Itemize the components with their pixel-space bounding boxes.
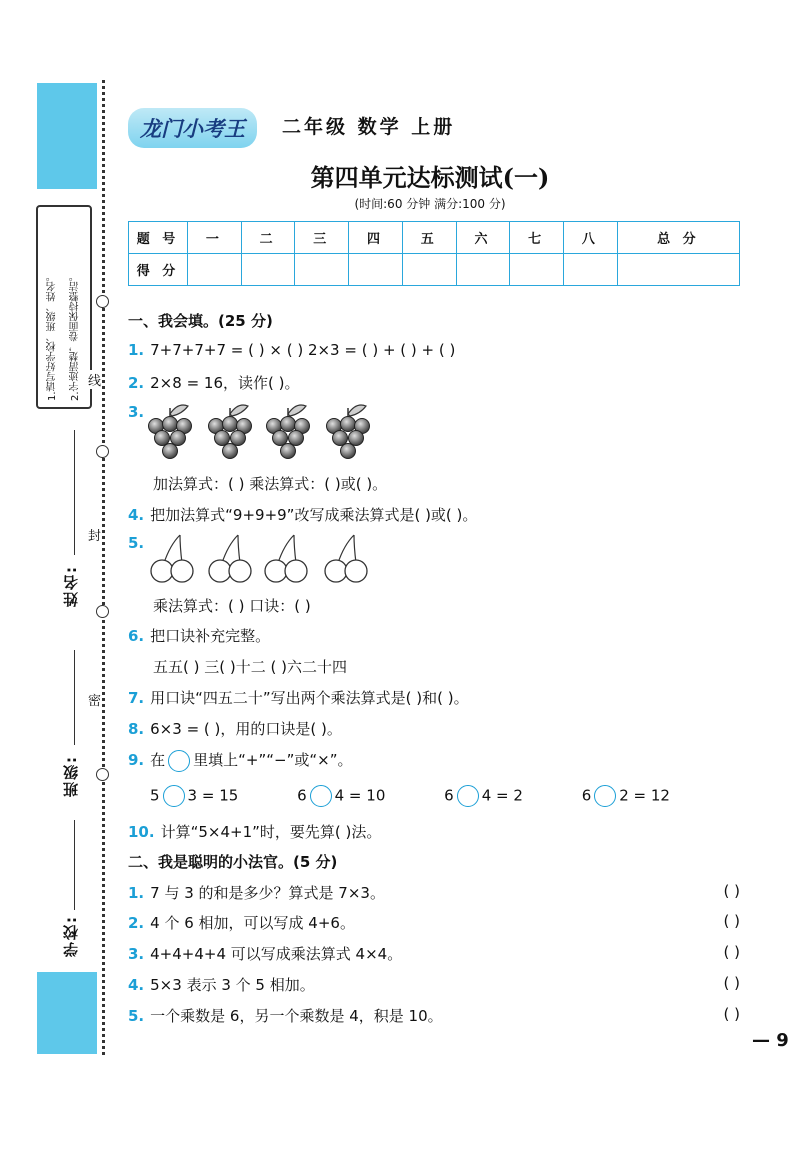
q-number: 10.	[128, 823, 155, 841]
score-cell[interactable]	[564, 254, 618, 286]
q-number: 4.	[128, 976, 145, 994]
school-label: 学校:	[62, 915, 80, 957]
score-col: 三	[295, 222, 349, 254]
page-title: 第四单元达标测试(一)	[310, 163, 550, 192]
operator-circle[interactable]	[594, 785, 616, 807]
operator-circle[interactable]	[457, 785, 479, 807]
judge-answer-paren[interactable]: ( )	[723, 882, 740, 900]
question-1	[128, 341, 455, 359]
q-number: 2.	[128, 374, 145, 392]
q9-item	[582, 785, 670, 807]
class-label: 班级:	[62, 755, 80, 797]
q-number: 9.	[128, 751, 145, 769]
margin-band-bottom	[37, 972, 97, 1054]
q9-item-right: 2 = 12	[619, 786, 670, 805]
score-col: 六	[456, 222, 510, 254]
q-number: 3.	[128, 945, 145, 963]
score-value-row	[129, 254, 740, 286]
score-value-label: 得 分	[129, 254, 188, 286]
grape-bunch	[209, 405, 252, 459]
score-col: 二	[241, 222, 295, 254]
section1-heading: 一、我会填。(25 分)	[128, 312, 273, 330]
operator-circle[interactable]	[163, 785, 185, 807]
q9-item	[444, 785, 523, 807]
score-table	[128, 221, 740, 286]
judge-item	[128, 912, 740, 933]
question-3-answer: 加法算式：( ) 乘法算式：( )或( )。	[153, 475, 388, 493]
grape-bunch	[267, 405, 310, 459]
q-number: 7.	[128, 689, 145, 707]
judge-item	[128, 943, 740, 964]
score-cell[interactable]	[188, 254, 242, 286]
cherry-pair	[265, 535, 307, 582]
q-number: 1.	[128, 341, 145, 359]
q-number: 4.	[128, 506, 145, 524]
q1-text: 7+7+7+7 = ( ) × ( ) 2×3 = ( ) + ( ) + ( )	[150, 341, 456, 359]
score-col: 四	[349, 222, 403, 254]
section2-heading: 二、我是聪明的小法官。(5 分)	[128, 853, 338, 871]
q9-item	[297, 785, 385, 807]
mi-label: 密	[88, 690, 101, 709]
score-header-row	[129, 222, 740, 254]
binding-hole	[96, 605, 109, 618]
binding-dotted-line	[102, 80, 105, 1055]
class-underline	[74, 650, 75, 745]
q9-item-left: 5	[150, 786, 160, 805]
grape-bunch	[327, 405, 370, 459]
judge-text: 一个乘数是 6，另一个乘数是 4，积是 10。	[150, 1007, 443, 1025]
blank-circle	[168, 750, 190, 772]
score-cell[interactable]	[510, 254, 564, 286]
score-cell[interactable]	[402, 254, 456, 286]
q4-text: 把加法算式“9+9+9”改写成乘法算式是( )或( )。	[150, 506, 478, 524]
cherry-pair	[151, 535, 193, 582]
name-underline	[74, 430, 75, 555]
notice-line-1: 1.请写好学校、班级、姓名。	[46, 271, 58, 401]
score-cell[interactable]	[241, 254, 295, 286]
q9-item	[150, 785, 238, 807]
question-10	[128, 821, 381, 842]
question-2	[128, 372, 299, 393]
q9-item-left: 6	[297, 786, 307, 805]
question-7	[128, 687, 469, 708]
q-number: 8.	[128, 720, 145, 738]
binding-notice	[36, 205, 92, 409]
q9-item-right: 4 = 10	[334, 786, 386, 805]
feng-label: 封	[88, 525, 101, 544]
q-number: 2.	[128, 914, 145, 932]
q-number: 5.	[128, 534, 145, 552]
series-title: 二年级 数学 上册	[282, 116, 456, 138]
exam-time: (时间:60 分钟 满分:100 分)	[354, 197, 506, 211]
binding-hole	[96, 768, 109, 781]
operator-circle[interactable]	[310, 785, 332, 807]
score-col: 五	[402, 222, 456, 254]
series-logo: 龙门小考王	[128, 108, 257, 148]
q9-text-a: 在	[150, 751, 166, 769]
question-8	[128, 718, 342, 739]
judge-answer-paren[interactable]: ( )	[723, 974, 740, 992]
score-header-label: 题 号	[129, 222, 188, 254]
judge-item	[128, 974, 740, 995]
grape-bunch	[149, 405, 192, 459]
q9-text-b: 里填上“+”“−”或“×”。	[193, 751, 353, 769]
name-label: 姓名:	[62, 565, 80, 607]
q-number: 6.	[128, 627, 145, 645]
question-5-answer: 乘法算式：( ) 口诀：( )	[153, 597, 311, 615]
notice-line-2: 2.字迹清楚，卷面保持整洁。	[69, 271, 81, 401]
judge-text: 4 个 6 相加，可以写成 4+6。	[150, 914, 355, 932]
question-6-answer: 五五( ) 三( )十二 ( )六二十四	[153, 658, 347, 676]
cherry-pair	[325, 535, 367, 582]
judge-item	[128, 882, 740, 903]
question-4	[128, 504, 477, 525]
judge-text: 4+4+4+4 可以写成乘法算式 4×4。	[150, 945, 403, 963]
page-number: — 9	[752, 1030, 789, 1051]
judge-text: 7 与 3 的和是多少？算式是 7×3。	[150, 884, 385, 902]
q2-text: 2×8 = 16，读作( )。	[150, 374, 300, 392]
score-col: 八	[564, 222, 618, 254]
q10-text: 计算“5×4+1”时，要先算( )法。	[160, 823, 382, 841]
score-col: 总 分	[617, 222, 739, 254]
grapes-illustration	[146, 398, 386, 464]
q-number: 5.	[128, 1007, 145, 1025]
judge-answer-paren[interactable]: ( )	[723, 1005, 740, 1023]
q9-item-left: 6	[444, 786, 454, 805]
judge-answer-paren[interactable]: ( )	[723, 943, 740, 961]
judge-text: 5×3 表示 3 个 5 相加。	[150, 976, 315, 994]
cherries-illustration	[148, 532, 378, 584]
question-9	[128, 749, 353, 772]
question-9-items	[150, 785, 670, 807]
q-number: 1.	[128, 884, 145, 902]
score-col: 七	[510, 222, 564, 254]
school-underline	[74, 820, 75, 910]
cherry-pair	[209, 535, 251, 582]
q8-text: 6×3 = ( )，用的口诀是( )。	[150, 720, 342, 738]
q7-text: 用口诀“四五二十”写出两个乘法算式是( )和( )。	[150, 689, 469, 707]
q9-item-left: 6	[581, 786, 592, 805]
score-cell[interactable]	[295, 254, 349, 286]
binding-hole	[96, 445, 109, 458]
binding-hole	[96, 295, 109, 308]
score-cell[interactable]	[456, 254, 510, 286]
xian-label: 线	[88, 370, 101, 389]
q9-item-right: 4 = 2	[481, 786, 523, 805]
q-number: 3.	[128, 403, 145, 421]
score-cell[interactable]	[349, 254, 403, 286]
judge-item	[128, 1005, 740, 1026]
q6-text: 把口诀补充完整。	[150, 627, 271, 645]
q9-item-right: 3 = 15	[187, 786, 239, 805]
question-5	[128, 534, 150, 552]
score-cell[interactable]	[617, 254, 739, 286]
question-6	[128, 625, 270, 646]
judge-answer-paren[interactable]: ( )	[723, 912, 740, 930]
score-col: 一	[188, 222, 242, 254]
